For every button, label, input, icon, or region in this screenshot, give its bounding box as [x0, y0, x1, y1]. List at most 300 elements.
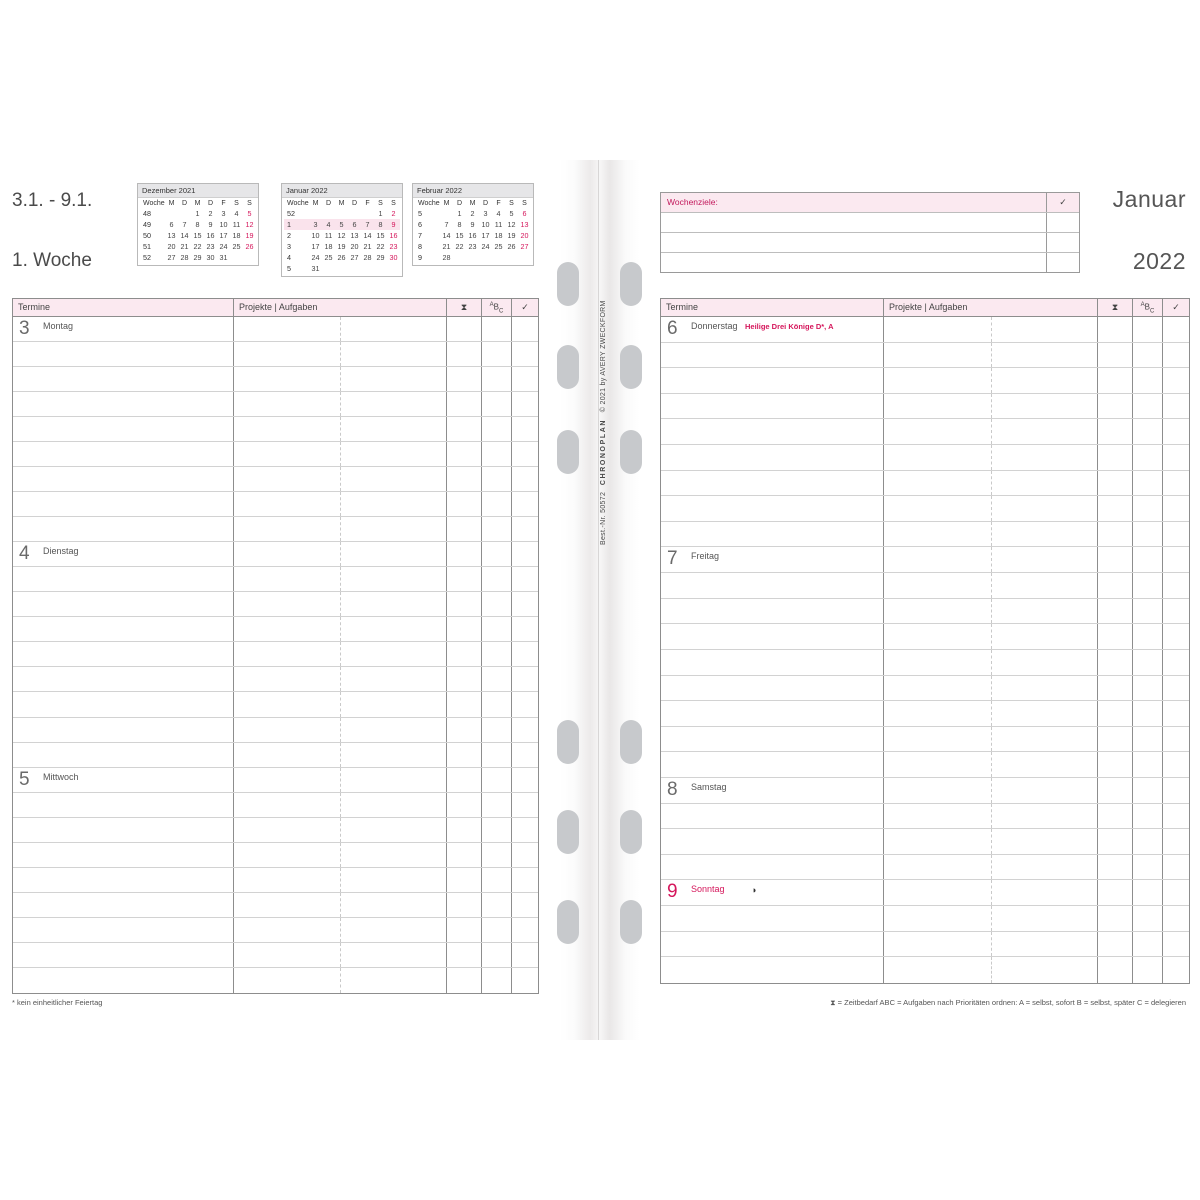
zeitbedarf-cell[interactable]	[446, 367, 481, 391]
done-cell[interactable]	[511, 592, 538, 616]
termine-cell[interactable]	[661, 727, 883, 752]
mini-day[interactable]	[387, 263, 400, 274]
abc-cell[interactable]	[1132, 676, 1162, 701]
abc-cell[interactable]	[1132, 701, 1162, 726]
done-cell[interactable]	[511, 743, 538, 767]
zeitbedarf-cell[interactable]	[446, 918, 481, 942]
entry-row[interactable]	[13, 367, 538, 392]
mini-day[interactable]: 13	[167, 231, 176, 240]
projekte-cell[interactable]	[233, 943, 446, 967]
mini-day[interactable]: 16	[468, 231, 477, 240]
mini-day[interactable]: 7	[361, 219, 374, 230]
projekte-cell[interactable]	[883, 471, 1097, 496]
zeitbedarf-cell[interactable]	[1097, 676, 1132, 701]
mini-day[interactable]: 12	[245, 220, 254, 229]
termine-cell[interactable]	[661, 471, 883, 496]
zeitbedarf-cell[interactable]	[446, 517, 481, 541]
abc-cell[interactable]	[1132, 855, 1162, 880]
mini-day[interactable]: 28	[442, 253, 451, 262]
abc-cell[interactable]	[1132, 496, 1162, 521]
termine-cell[interactable]	[661, 522, 883, 547]
projekte-cell[interactable]	[883, 778, 1097, 803]
abc-cell[interactable]	[481, 317, 511, 341]
mini-day[interactable]	[230, 252, 243, 263]
weekly-goals-row[interactable]	[661, 193, 1079, 213]
abc-cell[interactable]	[481, 592, 511, 616]
mini-day[interactable]: 17	[481, 231, 490, 240]
done-cell[interactable]	[1162, 522, 1189, 547]
mini-day[interactable]: 26	[245, 242, 254, 251]
abc-cell[interactable]	[1132, 624, 1162, 649]
done-cell[interactable]	[1162, 932, 1189, 957]
mini-day[interactable]: 21	[442, 242, 451, 251]
abc-cell[interactable]	[481, 943, 511, 967]
entry-row[interactable]	[661, 496, 1189, 522]
mini-day[interactable]: 9	[208, 220, 213, 229]
mini-day[interactable]: 27	[520, 242, 529, 251]
abc-cell[interactable]	[1132, 343, 1162, 368]
abc-cell[interactable]	[1132, 547, 1162, 572]
mini-day[interactable]: 19	[507, 231, 516, 240]
entry-row[interactable]	[13, 793, 538, 818]
entry-row[interactable]	[661, 676, 1189, 702]
mini-day[interactable]: 14	[442, 231, 451, 240]
done-cell[interactable]	[511, 642, 538, 666]
projekte-cell[interactable]	[883, 855, 1097, 880]
mini-day[interactable]: 31	[311, 264, 320, 273]
mini-day[interactable]: 2	[391, 209, 396, 218]
zeitbedarf-cell[interactable]	[1097, 368, 1132, 393]
abc-cell[interactable]	[481, 843, 511, 867]
projekte-cell[interactable]	[883, 368, 1097, 393]
zeitbedarf-cell[interactable]	[446, 743, 481, 767]
done-cell[interactable]	[1162, 624, 1189, 649]
zeitbedarf-cell[interactable]	[446, 617, 481, 641]
zeitbedarf-cell[interactable]	[446, 667, 481, 691]
done-cell[interactable]	[1162, 599, 1189, 624]
mini-day[interactable]	[518, 252, 531, 263]
zeitbedarf-cell[interactable]	[446, 417, 481, 441]
projekte-cell[interactable]	[233, 968, 446, 993]
done-cell[interactable]	[511, 317, 538, 341]
mini-day[interactable]: 22	[193, 242, 202, 251]
zeitbedarf-cell[interactable]	[1097, 496, 1132, 521]
zeitbedarf-cell[interactable]	[446, 893, 481, 917]
termine-cell[interactable]	[13, 843, 233, 867]
entry-row[interactable]	[661, 445, 1189, 471]
termine-cell[interactable]	[13, 818, 233, 842]
mini-day[interactable]	[322, 263, 335, 274]
abc-cell[interactable]	[481, 617, 511, 641]
projekte-cell[interactable]	[233, 843, 446, 867]
zeitbedarf-cell[interactable]	[1097, 906, 1132, 931]
entry-row[interactable]	[661, 932, 1189, 958]
projekte-cell[interactable]	[233, 317, 446, 341]
done-cell[interactable]	[1162, 752, 1189, 777]
abc-cell[interactable]	[481, 417, 511, 441]
termine-cell[interactable]	[661, 624, 883, 649]
done-cell[interactable]	[511, 342, 538, 366]
zeitbedarf-cell[interactable]	[446, 793, 481, 817]
entry-row[interactable]	[661, 317, 1189, 343]
mini-day[interactable]: 31	[219, 253, 228, 262]
mini-day[interactable]: 20	[350, 242, 359, 251]
mini-day[interactable]: 8	[195, 220, 200, 229]
done-cell[interactable]	[1162, 880, 1189, 905]
abc-cell[interactable]	[481, 968, 511, 993]
entry-row[interactable]	[13, 768, 538, 793]
mini-day[interactable]: 15	[455, 231, 464, 240]
mini-day[interactable]: 21	[180, 242, 189, 251]
termine-cell[interactable]	[13, 467, 233, 491]
mini-day[interactable]: 29	[193, 253, 202, 262]
termine-cell[interactable]	[661, 343, 883, 368]
weekly-goals-row[interactable]	[661, 253, 1079, 272]
termine-cell[interactable]	[661, 804, 883, 829]
mini-day[interactable]: 24	[311, 253, 320, 262]
termine-cell[interactable]	[13, 793, 233, 817]
projekte-cell[interactable]	[883, 701, 1097, 726]
abc-cell[interactable]	[481, 542, 511, 566]
entry-row[interactable]	[661, 343, 1189, 369]
mini-day[interactable]: 30	[206, 253, 215, 262]
done-cell[interactable]	[1162, 855, 1189, 880]
projekte-cell[interactable]	[233, 467, 446, 491]
zeitbedarf-cell[interactable]	[446, 818, 481, 842]
mini-day[interactable]	[374, 263, 387, 274]
abc-cell[interactable]	[1132, 804, 1162, 829]
zeitbedarf-cell[interactable]	[1097, 624, 1132, 649]
entry-row[interactable]	[13, 692, 538, 717]
projekte-cell[interactable]	[883, 317, 1097, 342]
mini-day[interactable]: 22	[455, 242, 464, 251]
done-cell[interactable]	[511, 667, 538, 691]
weekly-goals-row[interactable]	[661, 213, 1079, 233]
abc-cell[interactable]	[481, 692, 511, 716]
zeitbedarf-cell[interactable]	[446, 943, 481, 967]
abc-cell[interactable]	[1132, 368, 1162, 393]
termine-cell[interactable]	[661, 368, 883, 393]
entry-row[interactable]	[13, 492, 538, 517]
projekte-cell[interactable]	[883, 419, 1097, 444]
entry-row[interactable]	[13, 718, 538, 743]
projekte-cell[interactable]	[233, 743, 446, 767]
entry-row[interactable]	[661, 419, 1189, 445]
zeitbedarf-cell[interactable]	[1097, 445, 1132, 470]
entry-row[interactable]	[13, 517, 538, 542]
done-cell[interactable]	[1162, 804, 1189, 829]
zeitbedarf-cell[interactable]	[1097, 932, 1132, 957]
projekte-cell[interactable]	[233, 667, 446, 691]
abc-cell[interactable]	[1132, 957, 1162, 983]
zeitbedarf-cell[interactable]	[1097, 394, 1132, 419]
mini-day[interactable]: 11	[324, 231, 333, 240]
termine-cell[interactable]	[661, 394, 883, 419]
mini-day[interactable]	[178, 208, 191, 219]
projekte-cell[interactable]	[233, 517, 446, 541]
termine-cell[interactable]	[661, 573, 883, 598]
done-cell[interactable]	[511, 818, 538, 842]
mini-day[interactable]: 13	[520, 220, 529, 229]
mini-day[interactable]: 7	[444, 220, 449, 229]
entry-row[interactable]	[661, 368, 1189, 394]
projekte-cell[interactable]	[883, 957, 1097, 983]
done-cell[interactable]	[511, 617, 538, 641]
mini-day[interactable]: 20	[167, 242, 176, 251]
mini-day[interactable]: 14	[180, 231, 189, 240]
zeitbedarf-cell[interactable]	[1097, 829, 1132, 854]
projekte-cell[interactable]	[233, 893, 446, 917]
mini-day[interactable]: 4	[322, 219, 335, 230]
done-cell[interactable]	[1162, 496, 1189, 521]
abc-cell[interactable]	[1132, 727, 1162, 752]
entry-row[interactable]	[13, 392, 538, 417]
mini-day[interactable]: 16	[389, 231, 398, 240]
mini-day[interactable]: 16	[206, 231, 215, 240]
zeitbedarf-cell[interactable]	[1097, 522, 1132, 547]
done-cell[interactable]	[1162, 906, 1189, 931]
entry-row[interactable]	[661, 599, 1189, 625]
zeitbedarf-cell[interactable]	[1097, 471, 1132, 496]
projekte-cell[interactable]	[883, 343, 1097, 368]
abc-cell[interactable]	[481, 392, 511, 416]
entry-row[interactable]	[13, 617, 538, 642]
done-cell[interactable]	[1162, 394, 1189, 419]
mini-day[interactable]: 26	[507, 242, 516, 251]
done-cell[interactable]	[1162, 650, 1189, 675]
done-cell[interactable]	[511, 868, 538, 892]
entry-row[interactable]	[661, 471, 1189, 497]
termine-cell[interactable]	[13, 492, 233, 516]
entry-row[interactable]	[13, 943, 538, 968]
goal-check-cell[interactable]	[1046, 213, 1079, 232]
termine-cell[interactable]	[13, 868, 233, 892]
entry-row[interactable]	[661, 624, 1189, 650]
zeitbedarf-cell[interactable]	[446, 567, 481, 591]
mini-day[interactable]: 29	[376, 253, 385, 262]
abc-cell[interactable]	[481, 793, 511, 817]
done-cell[interactable]	[511, 517, 538, 541]
entry-row[interactable]	[661, 957, 1189, 983]
projekte-cell[interactable]	[883, 445, 1097, 470]
mini-day[interactable]: 6	[348, 219, 361, 230]
zeitbedarf-cell[interactable]	[446, 692, 481, 716]
projekte-cell[interactable]	[233, 918, 446, 942]
mini-day[interactable]	[492, 252, 505, 263]
done-cell[interactable]	[511, 718, 538, 742]
zeitbedarf-cell[interactable]	[446, 718, 481, 742]
zeitbedarf-cell[interactable]	[446, 968, 481, 993]
abc-cell[interactable]	[481, 467, 511, 491]
zeitbedarf-cell[interactable]	[1097, 343, 1132, 368]
termine-cell[interactable]	[661, 855, 883, 880]
mini-day[interactable]: 25	[494, 242, 503, 251]
mini-day[interactable]: 18	[494, 231, 503, 240]
projekte-cell[interactable]	[883, 752, 1097, 777]
projekte-cell[interactable]	[233, 367, 446, 391]
abc-cell[interactable]	[481, 367, 511, 391]
entry-row[interactable]	[13, 317, 538, 342]
mini-day[interactable]	[479, 252, 492, 263]
projekte-cell[interactable]	[233, 818, 446, 842]
termine-cell[interactable]	[13, 692, 233, 716]
projekte-cell[interactable]	[233, 718, 446, 742]
mini-day[interactable]	[440, 208, 453, 219]
abc-cell[interactable]	[481, 517, 511, 541]
zeitbedarf-cell[interactable]	[446, 868, 481, 892]
done-cell[interactable]	[511, 692, 538, 716]
entry-row[interactable]	[661, 701, 1189, 727]
weekly-goals-row[interactable]	[661, 233, 1079, 253]
abc-cell[interactable]	[1132, 932, 1162, 957]
abc-cell[interactable]	[1132, 419, 1162, 444]
mini-day[interactable]: 23	[389, 242, 398, 251]
zeitbedarf-cell[interactable]	[1097, 957, 1132, 983]
projekte-cell[interactable]	[883, 932, 1097, 957]
done-cell[interactable]	[511, 918, 538, 942]
projekte-cell[interactable]	[883, 727, 1097, 752]
zeitbedarf-cell[interactable]	[1097, 880, 1132, 905]
termine-cell[interactable]	[13, 567, 233, 591]
zeitbedarf-cell[interactable]	[1097, 573, 1132, 598]
zeitbedarf-cell[interactable]	[446, 492, 481, 516]
abc-cell[interactable]	[481, 492, 511, 516]
entry-row[interactable]	[661, 906, 1189, 932]
mini-day[interactable]: 28	[180, 253, 189, 262]
done-cell[interactable]	[1162, 368, 1189, 393]
mini-day[interactable]	[243, 252, 256, 263]
entry-row[interactable]	[13, 417, 538, 442]
done-cell[interactable]	[511, 893, 538, 917]
mini-day[interactable]: 24	[219, 242, 228, 251]
termine-cell[interactable]	[661, 317, 883, 342]
projekte-cell[interactable]	[233, 542, 446, 566]
zeitbedarf-cell[interactable]	[446, 342, 481, 366]
entry-row[interactable]	[661, 394, 1189, 420]
mini-day[interactable]: 9	[470, 220, 475, 229]
mini-day[interactable]: 1	[457, 209, 462, 218]
projekte-cell[interactable]	[883, 394, 1097, 419]
goal-check-cell[interactable]	[1046, 233, 1079, 252]
termine-cell[interactable]	[661, 547, 883, 572]
projekte-cell[interactable]	[233, 342, 446, 366]
termine-cell[interactable]	[661, 752, 883, 777]
entry-row[interactable]	[661, 573, 1189, 599]
mini-day[interactable]: 1	[195, 209, 200, 218]
done-cell[interactable]	[1162, 701, 1189, 726]
abc-cell[interactable]	[1132, 599, 1162, 624]
entry-row[interactable]	[661, 778, 1189, 804]
mini-day[interactable]: 4	[234, 209, 239, 218]
mini-day[interactable]: 10	[219, 220, 228, 229]
abc-cell[interactable]	[481, 718, 511, 742]
check-icon[interactable]: ✓	[1046, 193, 1079, 212]
mini-day[interactable]: 6	[169, 220, 174, 229]
projekte-cell[interactable]	[233, 492, 446, 516]
termine-cell[interactable]	[661, 676, 883, 701]
entry-row[interactable]	[661, 727, 1189, 753]
mini-day[interactable]: 9	[387, 219, 400, 230]
abc-cell[interactable]	[1132, 778, 1162, 803]
mini-day[interactable]	[505, 252, 518, 263]
abc-cell[interactable]	[481, 342, 511, 366]
abc-cell[interactable]	[481, 667, 511, 691]
done-cell[interactable]	[511, 417, 538, 441]
mini-day[interactable]: 27	[350, 253, 359, 262]
done-cell[interactable]	[1162, 445, 1189, 470]
done-cell[interactable]	[1162, 471, 1189, 496]
projekte-cell[interactable]	[883, 624, 1097, 649]
mini-day[interactable]: 12	[507, 220, 516, 229]
zeitbedarf-cell[interactable]	[446, 392, 481, 416]
zeitbedarf-cell[interactable]	[446, 843, 481, 867]
zeitbedarf-cell[interactable]	[446, 442, 481, 466]
mini-day[interactable]	[361, 208, 374, 219]
mini-day[interactable]: 17	[219, 231, 228, 240]
mini-day[interactable]: 4	[496, 209, 501, 218]
mini-day[interactable]: 30	[389, 253, 398, 262]
termine-cell[interactable]	[661, 932, 883, 957]
mini-day[interactable]: 2	[208, 209, 213, 218]
mini-day[interactable]: 3	[483, 209, 488, 218]
entry-row[interactable]	[661, 547, 1189, 573]
termine-cell[interactable]	[661, 445, 883, 470]
termine-cell[interactable]	[661, 496, 883, 521]
zeitbedarf-cell[interactable]	[1097, 547, 1132, 572]
done-cell[interactable]	[511, 442, 538, 466]
mini-day[interactable]: 1	[378, 209, 383, 218]
projekte-cell[interactable]	[883, 829, 1097, 854]
done-cell[interactable]	[1162, 547, 1189, 572]
mini-day[interactable]	[335, 263, 348, 274]
mini-day[interactable]: 10	[481, 220, 490, 229]
entry-row[interactable]	[13, 567, 538, 592]
mini-day[interactable]: 19	[245, 231, 254, 240]
mini-day[interactable]: 13	[350, 231, 359, 240]
zeitbedarf-cell[interactable]	[1097, 419, 1132, 444]
projekte-cell[interactable]	[883, 547, 1097, 572]
abc-cell[interactable]	[1132, 829, 1162, 854]
done-cell[interactable]	[511, 943, 538, 967]
termine-cell[interactable]	[661, 701, 883, 726]
zeitbedarf-cell[interactable]	[446, 467, 481, 491]
goal-check-cell[interactable]	[1046, 253, 1079, 272]
abc-cell[interactable]	[481, 893, 511, 917]
mini-day[interactable]: 25	[232, 242, 241, 251]
abc-cell[interactable]	[1132, 471, 1162, 496]
termine-cell[interactable]	[661, 829, 883, 854]
entry-row[interactable]	[13, 818, 538, 843]
termine-cell[interactable]	[13, 667, 233, 691]
termine-cell[interactable]	[661, 906, 883, 931]
done-cell[interactable]	[1162, 957, 1189, 983]
mini-day[interactable]: 11	[232, 220, 241, 229]
abc-cell[interactable]	[481, 642, 511, 666]
projekte-cell[interactable]	[233, 793, 446, 817]
zeitbedarf-cell[interactable]	[1097, 804, 1132, 829]
projekte-cell[interactable]	[883, 804, 1097, 829]
weekly-goals-box[interactable]	[660, 192, 1080, 273]
termine-cell[interactable]	[13, 718, 233, 742]
done-cell[interactable]	[511, 843, 538, 867]
abc-cell[interactable]	[481, 868, 511, 892]
projekte-cell[interactable]	[883, 522, 1097, 547]
termine-cell[interactable]	[13, 893, 233, 917]
abc-cell[interactable]	[1132, 522, 1162, 547]
entry-row[interactable]	[13, 642, 538, 667]
abc-cell[interactable]	[1132, 650, 1162, 675]
projekte-cell[interactable]	[233, 617, 446, 641]
